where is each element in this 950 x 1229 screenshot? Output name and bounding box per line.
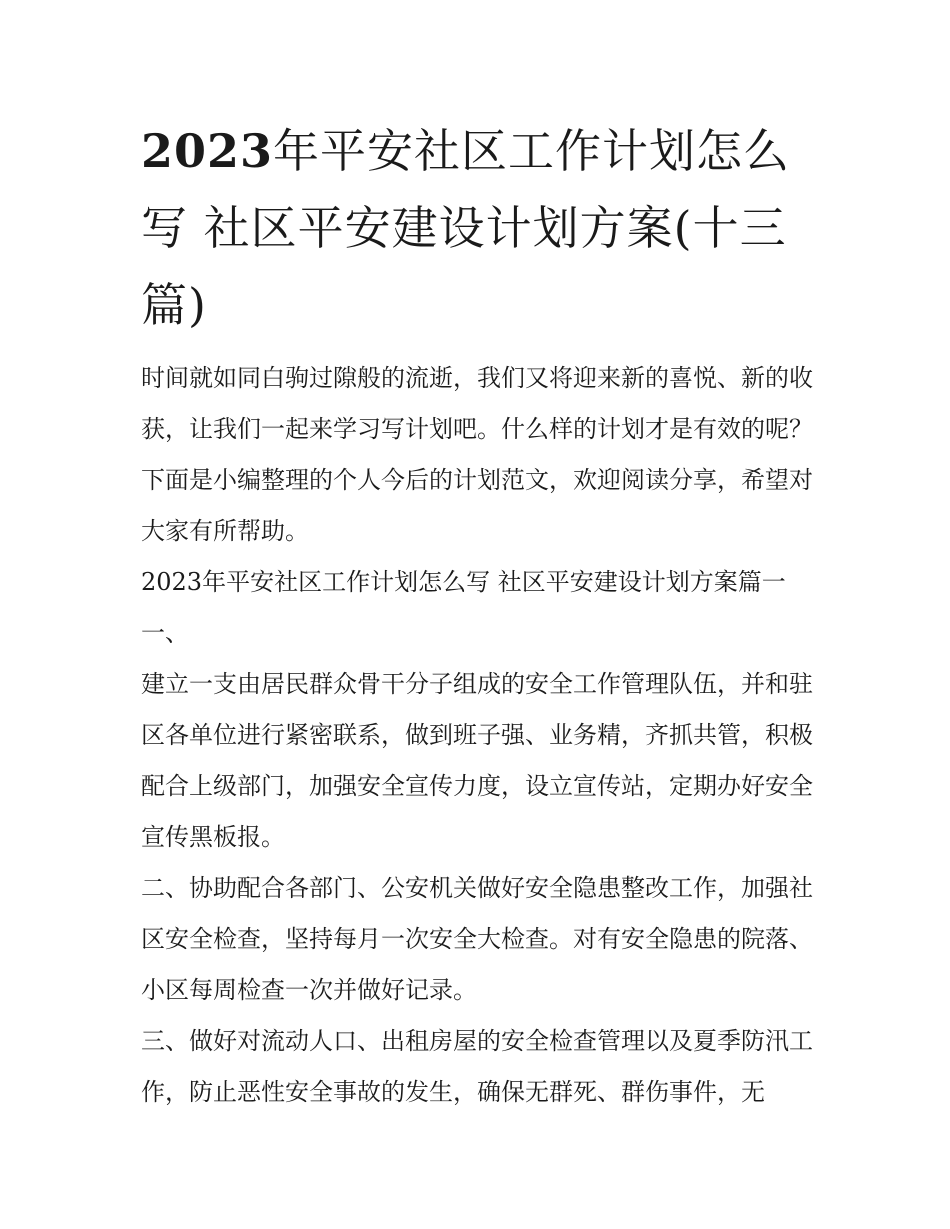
item-number-one: 一、 [141, 619, 189, 647]
item-one-paragraph: 建立一支由居民群众骨干分子组成的安全工作管理队伍，并和驻区各单位进行紧密联系，做到班子强、业务精，齐抓共管，积极配合上级部门，加强安全宣传力度，设立宣传站，定期办好安全宣传黑板报。 [141, 670, 813, 851]
item-two-paragraph: 二、协助配合各部门、公安机关做好安全隐患整改工作，加强社区安全检查，坚持每月一次安全大检查。对有安全隐患的院落、小区每周检查一次并做好记录。 [141, 874, 813, 1004]
title-text: 年平安社区工作计划怎么写 社区平安建设计划方案(十三篇) [141, 124, 791, 332]
document-title [141, 113, 813, 344]
title-year: 2023 [141, 124, 274, 178]
section-heading: 2023年平安社区工作计划怎么写 社区平安建设计划方案篇一 [141, 568, 786, 596]
document-body [141, 353, 813, 1118]
intro-paragraph: 时间就如同白驹过隙般的流逝，我们又将迎来新的喜悦、新的收获，让我们一起来学习写计划吧。什么样的计划才是有效的呢？下面是小编整理的个人今后的计划范文，欢迎阅读分享，希望对大家有所帮助。 [141, 364, 813, 545]
document-content [141, 113, 813, 1118]
item-three-paragraph: 三、做好对流动人口、出租房屋的安全检查管理以及夏季防汛工作，防止恶性安全事故的发生，确保无群死、群伤事件，无 [141, 1027, 813, 1106]
